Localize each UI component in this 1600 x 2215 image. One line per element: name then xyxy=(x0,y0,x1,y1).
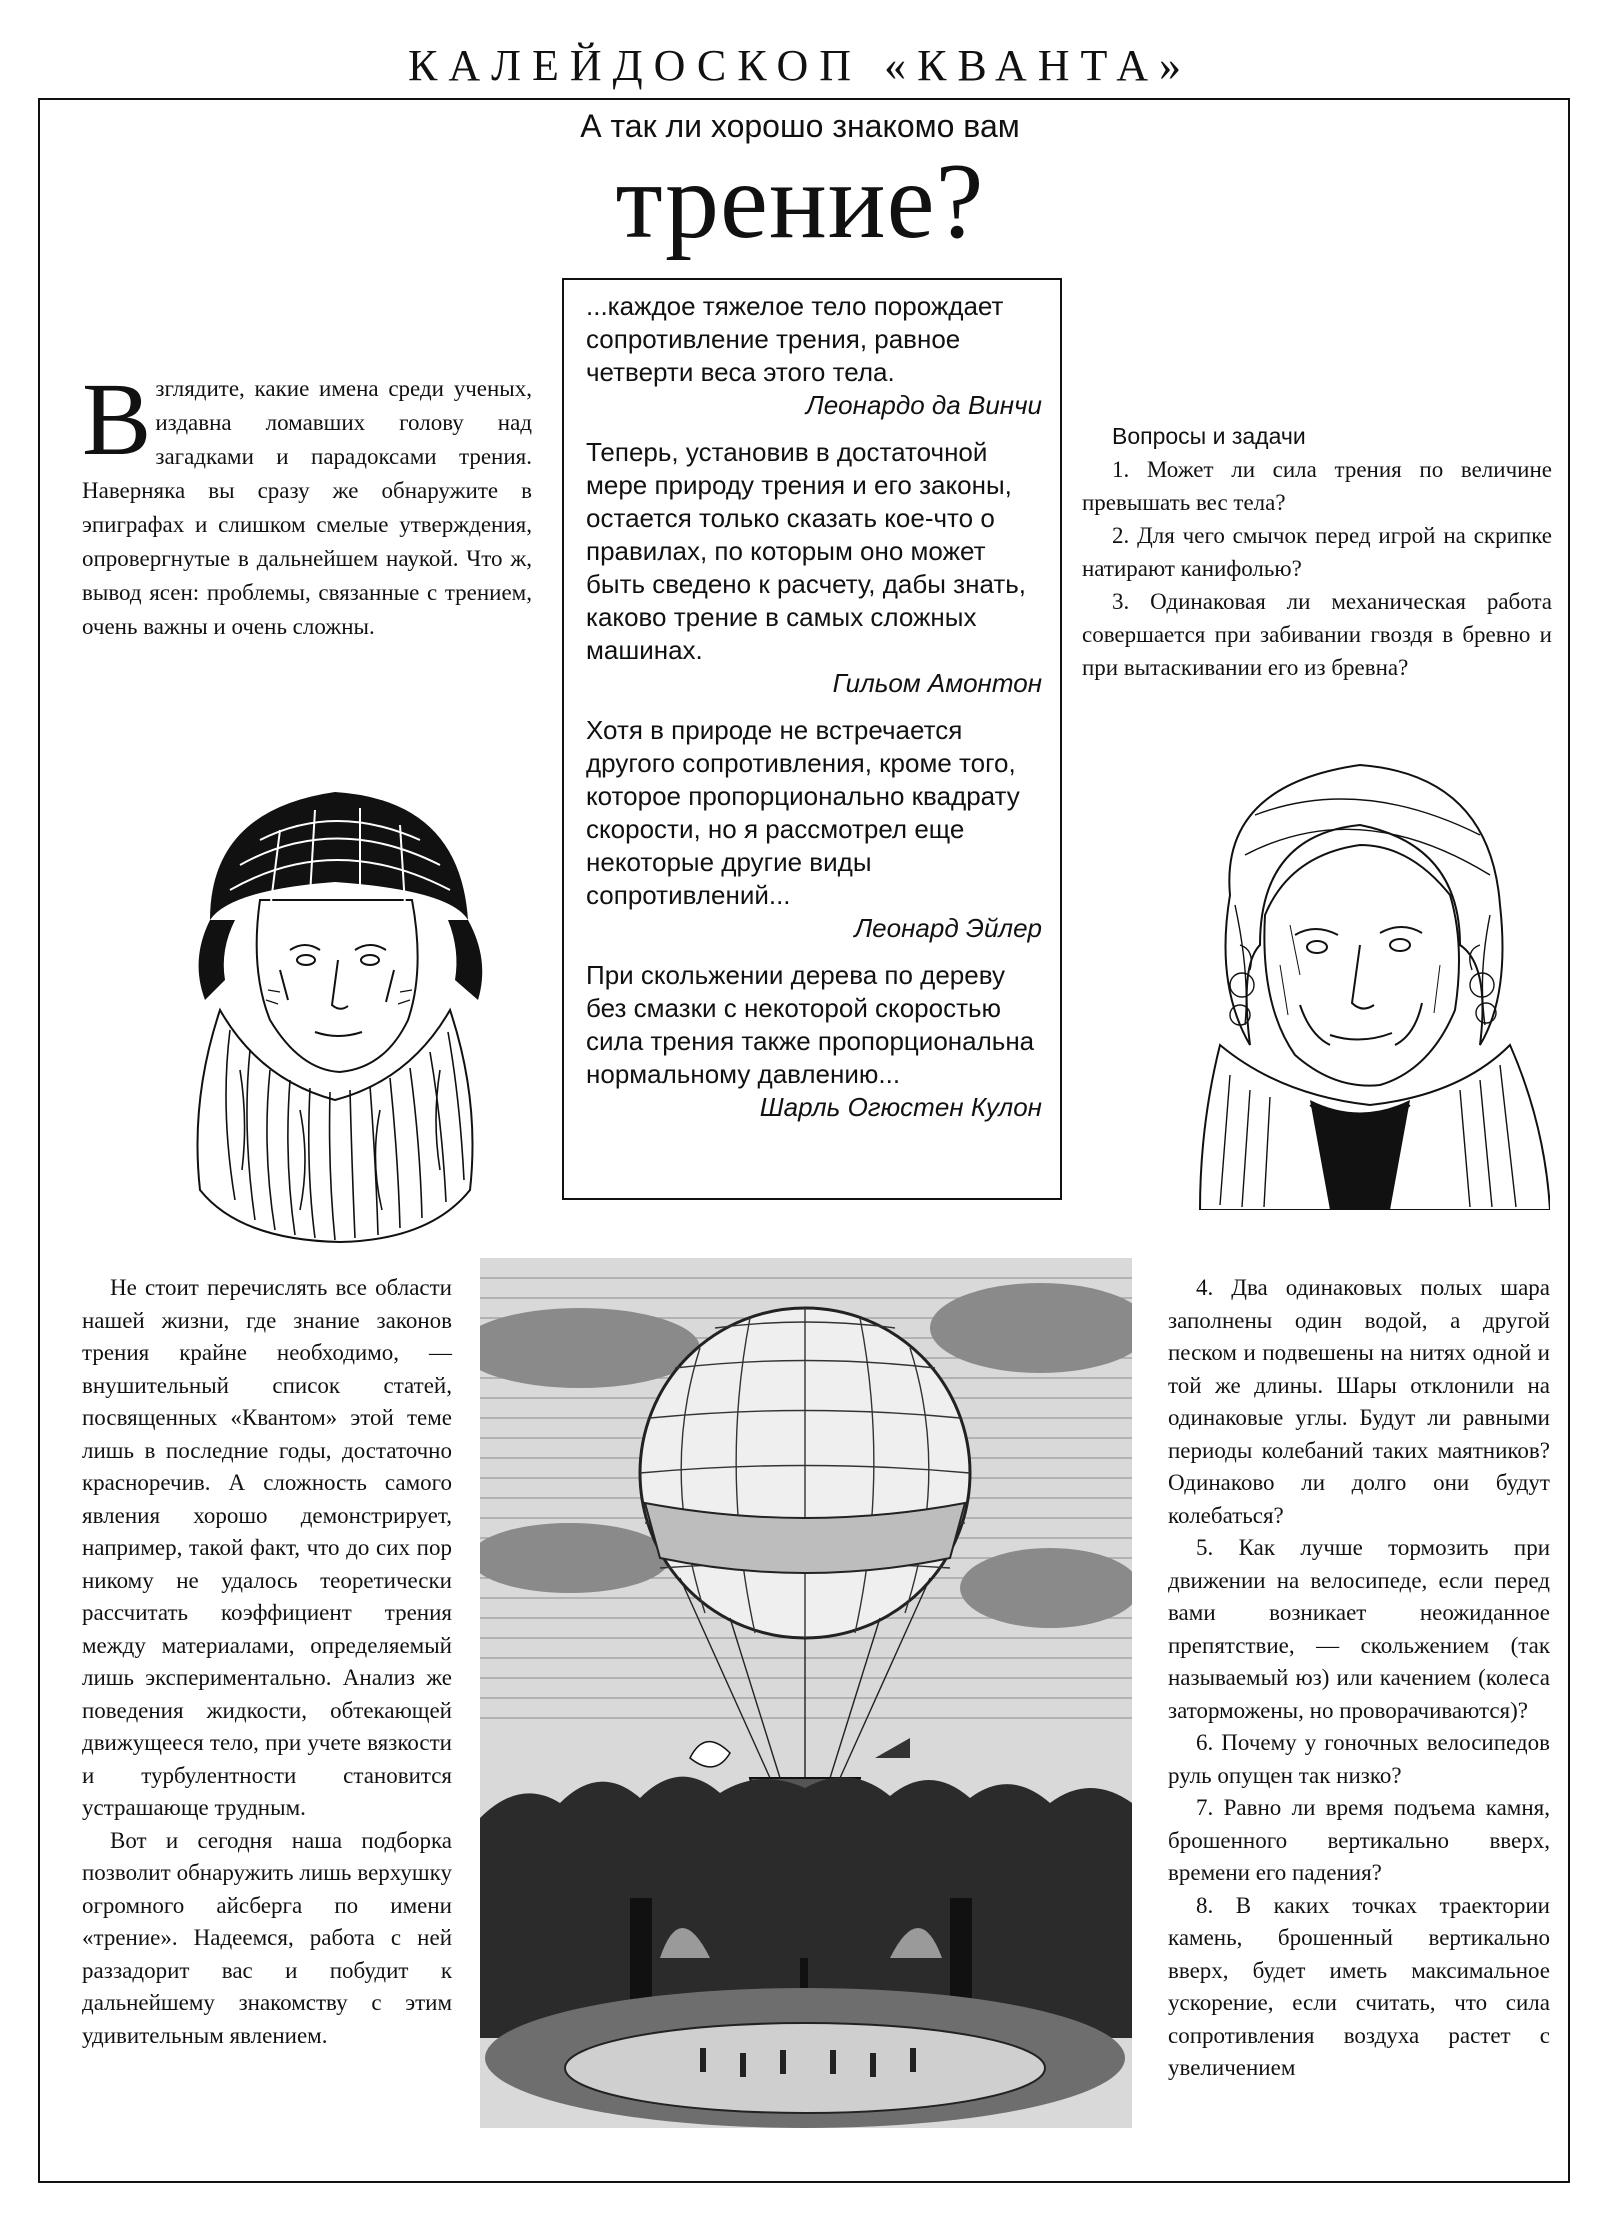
question-item: 5. Как лучше тормозить при движении на велосипеде, если перед вами возникает неожиданное препятствие, — скольжением (так называемый юз) или качением (колеса заторможены, но проворачиваются)? xyxy=(1168,1535,1550,1723)
quote-text: ...каждое тяжелое тело порождает сопротивление трения, равное четверти веса этого тела. xyxy=(586,291,1004,387)
question-item: 7. Равно ли время подъема камня, брошенного вертикально вверх, времени его падения? xyxy=(1168,1795,1550,1885)
bottom-right-column xyxy=(1168,1272,1550,2085)
question-item: 8. В каких точках траектории камень, брошенный вертикально вверх, будет иметь максимальное ускорение, если считать, что сила сопротивления воздуха растет с увеличением xyxy=(1168,1892,1550,2080)
quote-author: Шарль Огюстен Кулон xyxy=(759,1092,1042,1122)
quote-text: Теперь, установив в достаточной мере природу трения и его законы, остается только сказать кое-что о правилах, по которым оно может быть сведено к расчету, дабы знать, каково трение в самых сложных машинах. xyxy=(586,437,1027,665)
question-item: 1. Может ли сила трения по величине превышать вес тела? xyxy=(1082,457,1552,515)
questions-title: Вопросы и задачи xyxy=(1112,423,1306,449)
question-item: 3. Одинаковая ли механическая работа совершается при забивании гвоздя в бревно и при вытаскивании его из бревна? xyxy=(1082,589,1552,680)
body-paragraph: Не стоит перечислять все области нашей жизни, где знание законов трения крайне необходимо, — внушительный список статей, посвященных «Квантом» этой теме лишь в последние годы, достаточно красноречив. А сложность самого явления хорошо демонстрирует, например, такой факт, что до сих пор никому не удалось теоретически рассчитать коэффициент трения между материалами, определяемый лишь экспериментально. Анализ же поведения жидкости, обтекающей движущееся тело, при учете вязкости и турбулентности становится устрашающе трудным. xyxy=(82,1275,452,1820)
portrait-leonardo xyxy=(150,770,520,1250)
drop-cap: В xyxy=(82,362,152,477)
article-subtitle: А так ли хорошо знакомо вам xyxy=(580,108,1020,144)
questions-column xyxy=(1082,420,1552,684)
balloon-engraving xyxy=(480,1258,1132,2128)
quote-author: Леонард Эйлер xyxy=(854,913,1042,943)
question-item: 2. Для чего смычок перед игрой на скрипке натирают канифолью? xyxy=(1082,523,1552,581)
quote-block xyxy=(586,959,1042,1124)
quotes-box xyxy=(562,278,1062,1200)
intro-paragraph xyxy=(82,362,532,644)
quote-text: При скольжении дерева по дереву без смазки с некоторой скоростью сила трения также пропорциональна нормальному давлению... xyxy=(586,960,1035,1089)
quote-block xyxy=(586,436,1042,700)
body-paragraph: Вот и сегодня наша подборка позволит обнаружить лишь верхушку огромного айсберга по имени «трение». Надеемся, работа с ней раззадорит вас и побудит к дальнейшему знакомству с этим удивительным явлением. xyxy=(82,1827,452,2048)
quote-text: Хотя в природе не встречается другого сопротивления, кроме того, которое пропорционально квадрату скорости, но я рассмотрел еще некоторые другие виды сопротивлений... xyxy=(586,715,1020,910)
question-item: 6. Почему у гоночных велосипедов руль опущен так низко? xyxy=(1168,1730,1550,1788)
intro-text: зглядите, какие имена среди ученых, издавна ломавших голову над загадками и парадоксами трения. Наверняка вы сразу же обнаружите в эпиграфах и слишком смелые утверждения, опровергнутые в дальнейшем наукой. Что ж, вывод ясен: проблемы, связанные с трением, очень важны и очень сложны. xyxy=(82,376,532,639)
quote-author: Гильом Амонтон xyxy=(832,668,1042,698)
bottom-left-column xyxy=(82,1272,452,2052)
section-header: КАЛЕЙДОСКОП «КВАНТА» xyxy=(407,41,1193,90)
quote-block xyxy=(586,714,1042,945)
question-item: 4. Два одинаковых полых шара заполнены один водой, а другой песком и подвешены на нитях одной и той же длины. Шары отклонили на одинаковые углы. Будут ли равными периоды колебаний таких маятников? Одинаково ли долго они будут колебаться? xyxy=(1168,1275,1550,1528)
portrait-euler xyxy=(1160,745,1550,1210)
quote-block xyxy=(586,290,1042,422)
quote-author: Леонардо да Винчи xyxy=(805,390,1042,420)
article-title: трение? xyxy=(615,142,985,261)
